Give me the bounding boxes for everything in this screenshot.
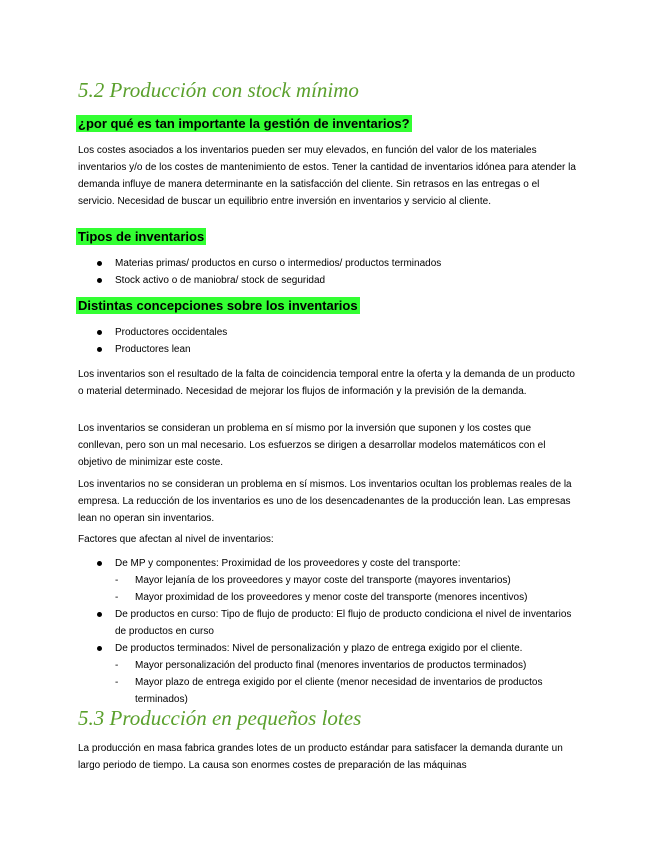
dash-icon: - [115, 677, 119, 688]
heading-conceptions: Distintas concepciones sobre los inventarios [78, 298, 358, 313]
paragraph-lean: Los inventarios no se consideran un problema en sí mismos. Los inventarios ocultan los problemas reales de la empresa. La reducción de los inventarios es uno de los desencadenantes de la producción lean. Las empresas lean no operan sin inventarios. [78, 479, 572, 524]
list-item: De MP y componentes: Proximidad de los proveedores y coste del transporte: - Mayor lejanía de los proveedores y mayor coste del transporte (mayores inventarios) - Mayor proximidad de los proveedores y menor coste del transporte (menores incentivos) [97, 555, 577, 606]
list-item: Stock activo o de maniobra/ stock de seguridad [97, 272, 577, 289]
list-item: Productores lean [97, 341, 577, 358]
sub-list-item: - Mayor personalización del producto final (menores inventarios de productos terminados) [115, 657, 577, 674]
list-item: De productos terminados: Nivel de personalización y plazo de entrega exigido por el cliente. - Mayor personalización del producto final (menores inventarios de productos terminados) - Mayor plazo de entrega exigido por el cliente (menor necesidad de inventarios de productos terminados) [97, 640, 577, 708]
sub-list-item: - Mayor proximidad de los proveedores y menor coste del transporte (menores incentivos) [115, 589, 577, 606]
section-title-5-2: 5.2 Producción con stock mínimo [78, 78, 359, 102]
bullet-icon [97, 612, 102, 617]
bullet-icon [97, 261, 102, 266]
bullet-icon [97, 330, 102, 335]
bullet-icon [97, 278, 102, 283]
list-item: Productores occidentales [97, 324, 577, 341]
conceptions-list [97, 324, 577, 358]
bullet-icon [97, 347, 102, 352]
sub-list-item: - Mayor lejanía de los proveedores y mayor coste del transporte (mayores inventarios) [115, 572, 577, 589]
heading-importance: ¿por qué es tan importante la gestión de inventarios? [78, 116, 410, 131]
dash-icon: - [115, 575, 119, 586]
list-item: De productos en curso: Tipo de flujo de producto: El flujo de producto condiciona el nivel de inventarios de productos en curso [97, 606, 577, 640]
factors-intro: Factores que afectan al nivel de inventarios: [78, 534, 274, 545]
bullet-icon [97, 561, 102, 566]
paragraph-importance: Los costes asociados a los inventarios pueden ser muy elevados, en función del valor de los materiales inventarios y/o de los costes de mantenimiento de estos. Tener la cantidad de inventarios idónea para atender la demanda influye de manera determinante en la satisfacción del cliente. Sin retrasos en las entregas o el servicio. Necesidad de buscar un equilibrio entre inversión en inventarios y servicio al cliente. [78, 145, 576, 207]
bullet-icon [97, 646, 102, 651]
types-list [97, 255, 577, 289]
section-title-5-3: 5.3 Producción en pequeños lotes [78, 706, 362, 730]
paragraph-western: Los inventarios son el resultado de la falta de coincidencia temporal entre la oferta y la demanda de un producto o material determinado. Necesidad de mejorar los flujos de información y la previsión de la demanda. [78, 369, 575, 397]
sub-list [115, 657, 577, 708]
paragraph-necessary-evil: Los inventarios se consideran un problema en sí mismo por la inversión que suponen y los costes que conllevan, pero son un mal necesario. Los esfuerzos se dirigen a desarrollar modelos matemáticos con el objetivo de minimizar este coste. [78, 423, 546, 468]
paragraph-small-batches: La producción en masa fabrica grandes lotes de un producto estándar para satisfacer la demanda durante un largo periodo de tiempo. La causa son enormes costes de preparación de las máquinas [78, 743, 563, 771]
sub-list [115, 572, 577, 606]
sub-list-item: - Mayor plazo de entrega exigido por el cliente (menor necesidad de inventarios de productos terminados) [115, 674, 577, 708]
dash-icon: - [115, 592, 119, 603]
heading-types: Tipos de inventarios [78, 229, 205, 244]
factors-list [97, 555, 577, 708]
dash-icon: - [115, 660, 119, 671]
list-item: Materias primas/ productos en curso o intermedios/ productos terminados [97, 255, 577, 272]
